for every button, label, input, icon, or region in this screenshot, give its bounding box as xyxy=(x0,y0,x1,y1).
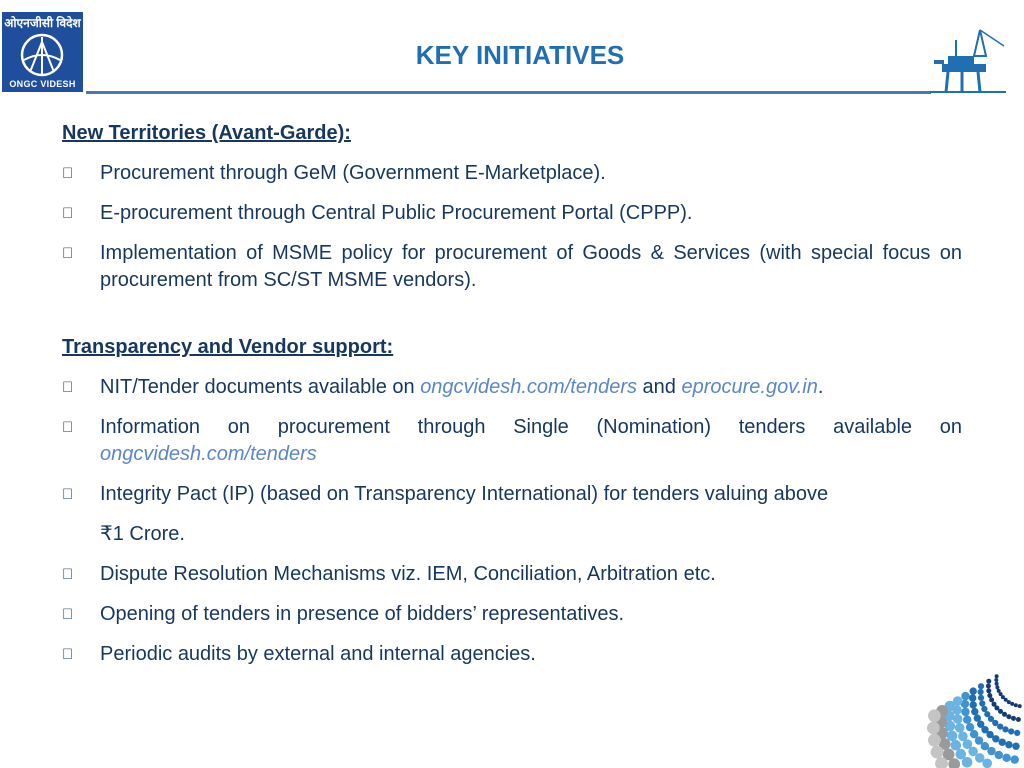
globe-dot xyxy=(981,706,987,712)
slide-content xyxy=(62,118,962,681)
ongcvidesh-tenders-link[interactable]: ongcvidesh.com/tenders xyxy=(420,376,637,398)
bullet-icon xyxy=(62,561,73,588)
globe-dot xyxy=(978,683,984,689)
globe-dot xyxy=(995,751,1003,759)
globe-dot xyxy=(1014,703,1018,707)
globe-dot xyxy=(989,697,994,702)
globe-dot xyxy=(1018,704,1022,708)
globe-dot xyxy=(997,689,1001,693)
bullet-icon xyxy=(62,601,73,628)
globe-dot xyxy=(986,684,991,689)
globe-dot xyxy=(958,732,968,742)
logo-english-text: ONGC VIDESH xyxy=(9,79,76,89)
globe-dot xyxy=(978,695,984,701)
bullet-icon xyxy=(62,374,73,401)
globe-dot xyxy=(956,749,967,760)
globe-dot xyxy=(951,740,962,751)
list-item xyxy=(62,200,962,227)
bullet-icon xyxy=(62,641,73,668)
globe-dot xyxy=(986,679,991,684)
bullet-icon xyxy=(62,160,73,187)
list-item xyxy=(62,481,962,508)
nit-text-before: NIT/Tender documents available on xyxy=(100,376,421,398)
list-item xyxy=(62,374,962,401)
globe-dot xyxy=(1011,755,1019,763)
globe-dot xyxy=(1016,717,1021,722)
globe-dot xyxy=(994,678,998,682)
list-item xyxy=(62,561,962,588)
globe-dot xyxy=(1002,712,1007,717)
globe-dot xyxy=(1002,754,1010,762)
list-item xyxy=(62,601,962,628)
globe-dot xyxy=(995,682,999,686)
bullet-icon xyxy=(62,481,73,508)
globe-dot xyxy=(928,709,941,722)
globe-dot xyxy=(1012,743,1019,750)
list-item xyxy=(62,240,962,294)
bullet-icon xyxy=(62,240,73,267)
globe-dot xyxy=(1008,728,1014,734)
globe-dot xyxy=(928,734,941,747)
list-item-text: Periodic audits by external and internal agencies. xyxy=(100,643,536,665)
section-heading-transparency: Transparency and Vendor support: xyxy=(62,336,394,358)
globe-dot xyxy=(1005,741,1012,748)
globe-dot xyxy=(986,688,991,693)
globe-dot xyxy=(999,739,1006,746)
list-item-text: Integrity Pact (IP) (based on Transparency International) for tenders valuing above xyxy=(100,483,829,505)
globe-dot xyxy=(970,687,977,694)
nit-text-after: . xyxy=(817,376,824,398)
globe-dot xyxy=(992,702,997,707)
eprocure-link[interactable]: eprocure.gov.in xyxy=(681,376,818,398)
list-item-text: Dispute Resolution Mechanisms viz. IEM, Conciliation, Arbitration etc. xyxy=(100,563,716,585)
globe-dot xyxy=(931,746,944,759)
slide-title: KEY INITIATIVES xyxy=(415,40,625,70)
globe-dot xyxy=(963,716,971,724)
globe-dot xyxy=(984,711,990,717)
globe-dot xyxy=(971,708,978,715)
globe-dot xyxy=(969,694,976,701)
globe-dot xyxy=(1006,714,1011,719)
list-item-text: Opening of tenders in presence of bidders’ representatives. xyxy=(100,603,625,625)
globe-dot xyxy=(1002,726,1008,732)
list-item-continuation: ₹1 Crore. xyxy=(100,523,185,545)
list-item xyxy=(62,160,962,187)
globe-dot xyxy=(995,685,999,689)
globe-dot xyxy=(974,714,981,721)
globe-dot xyxy=(955,723,965,733)
bullet-icon xyxy=(62,200,73,227)
globe-dot xyxy=(966,723,974,731)
bullet-icon xyxy=(62,414,73,441)
globe-dot xyxy=(1010,702,1014,706)
offshore-rig-icon xyxy=(928,26,1008,96)
globe-dot xyxy=(1014,730,1020,736)
globe-dot xyxy=(995,674,999,678)
globe-dot xyxy=(961,692,969,700)
title-divider xyxy=(86,91,931,94)
single-tender-text: Information on procurement through Single (Nomination) tenders available on xyxy=(100,416,962,438)
list-item-text: Procurement through GeM (Government E-Marketplace). xyxy=(100,162,606,184)
list-item xyxy=(62,641,962,668)
globe-dot xyxy=(987,693,992,698)
list-item-text: E-procurement through Central Public Procurement Portal (CPPP). xyxy=(100,202,693,224)
list-item-text: Implementation of MSME policy for procurement of Goods & Services (with special focus on procurement from SC/ST MSME vendors). xyxy=(100,242,962,291)
globe-dot xyxy=(978,689,984,695)
dotted-globe-icon xyxy=(912,624,1024,768)
globe-dot xyxy=(927,722,940,735)
globe-dot xyxy=(961,708,969,716)
globe-dot xyxy=(979,700,985,706)
list-item xyxy=(62,414,962,468)
globe-dot xyxy=(1011,716,1016,721)
section-heading-new-territories: New Territories (Avant-Garde): xyxy=(62,122,351,144)
globe-dot xyxy=(970,701,977,708)
nit-text-middle: and xyxy=(636,376,682,398)
ongcvidesh-tenders-link[interactable]: ongcvidesh.com/tenders xyxy=(100,443,317,465)
logo-hindi-text: ओएनजीसी विदेश xyxy=(4,16,81,30)
